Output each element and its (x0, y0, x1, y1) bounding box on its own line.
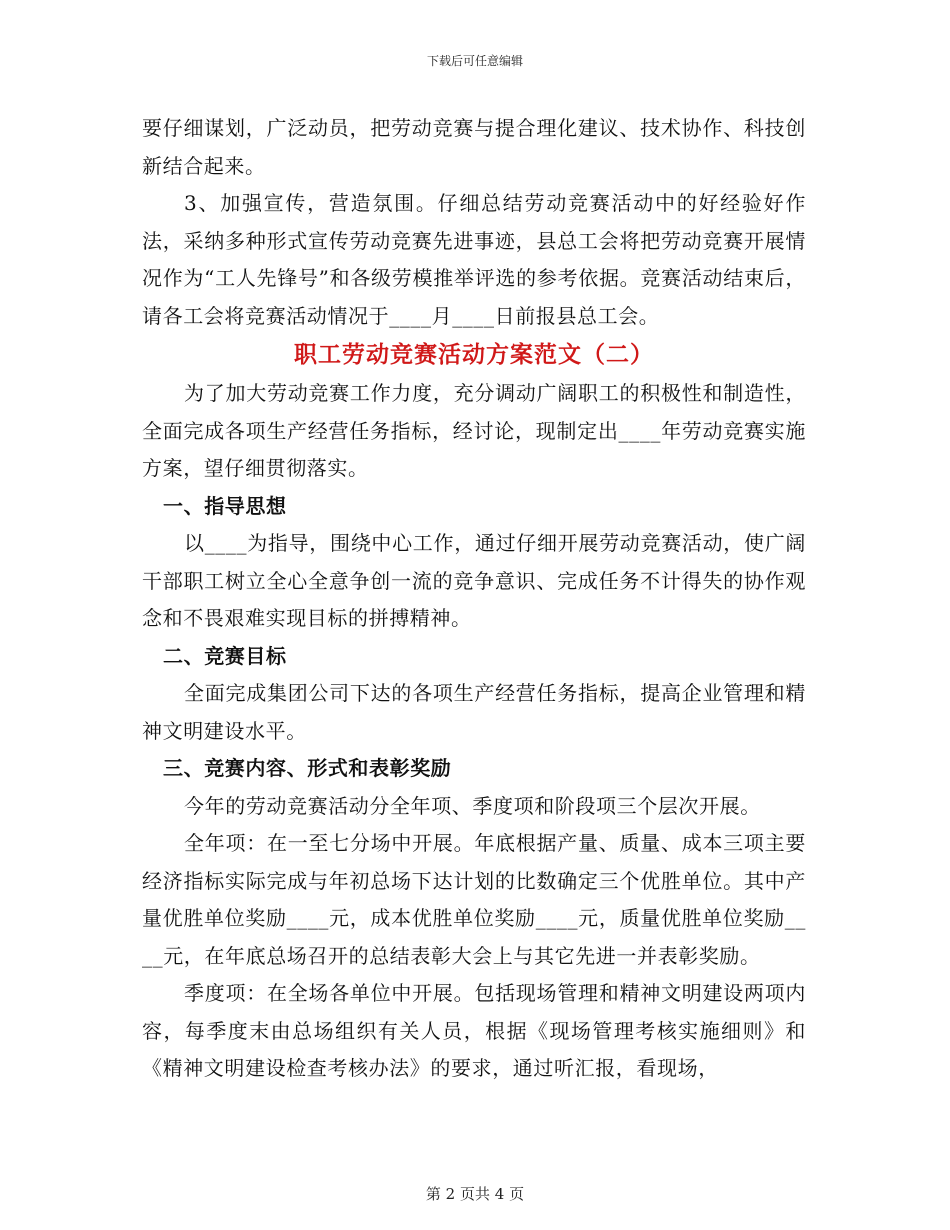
page-footer: 第 2 页共 4 页 (425, 1185, 525, 1203)
heading-competition-goal: 二、竞赛目标 (163, 643, 287, 668)
paragraph-annual-item: 全年项：在一至七分场中开展。年底根据产量、质量、成本三项主要经济指标实际完成与年初总场下达计划的比数确定三个优胜单位。其中产量优胜单位奖励____元，成本优胜单位奖励____元，质量优胜单位奖励____元，在年底总场召开的总结表彰大会上与其它先进一并表彰奖励。 (142, 831, 806, 968)
paragraph-intro: 为了加大劳动竞赛工作力度，充分调动广阔职工的积极性和制造性，全面完成各项生产经营任务指标，经讨论，现制定出____年劳动竞赛实施方案，望仔细贯彻落实。 (142, 381, 806, 480)
paragraph-continuation: 要仔细谋划，广泛动员，把劳动竞赛与提合理化建议、技术协作、科技创新结合起来。 (142, 116, 806, 178)
section-title: 职工劳动竞赛活动方案范文（二） (294, 341, 654, 368)
paragraph-quarterly-item: 季度项：在全场各单位中开展。包括现场管理和精神文明建设两项内容，每季度末由总场组织有关人员，根据《现场管理考核实施细则》和《精神文明建设检查考核办法》的要求，通过听汇报，看现场， (142, 981, 806, 1080)
document-body (142, 110, 806, 1088)
paragraph-competition-goal: 全面完成集团公司下达的各项生产经营任务指标，提高企业管理和精神文明建设水平。 (142, 681, 806, 743)
page-header: 下载后可任意编辑 (426, 54, 523, 68)
heading-guiding-ideology: 一、指导思想 (163, 493, 287, 518)
heading-competition-content: 三、竞赛内容、形式和表彰奖励 (163, 756, 452, 780)
paragraph-guiding-ideology: 以____为指导，围绕中心工作，通过仔细开展劳动竞赛活动，使广阔干部职工树立全心全意争创一流的竞争意识、完成任务不计得失的协作观念和不畏艰难实现目标的拼搏精神。 (142, 531, 806, 630)
paragraph-publicity: 3、加强宣传，营造氛围。仔细总结劳动竞赛活动中的好经验好作法，采纳多种形式宣传劳动竞赛先进事迹，县总工会将把劳动竞赛开展情况作为“工人先锋号”和各级劳模推举评选的参考依据。竞赛活动结束后，请各工会将竞赛活动情况于____月____日前报县总工会。 (142, 191, 806, 328)
paragraph-levels: 今年的劳动竞赛活动分全年项、季度项和阶段项三个层次开展。 (184, 793, 761, 818)
